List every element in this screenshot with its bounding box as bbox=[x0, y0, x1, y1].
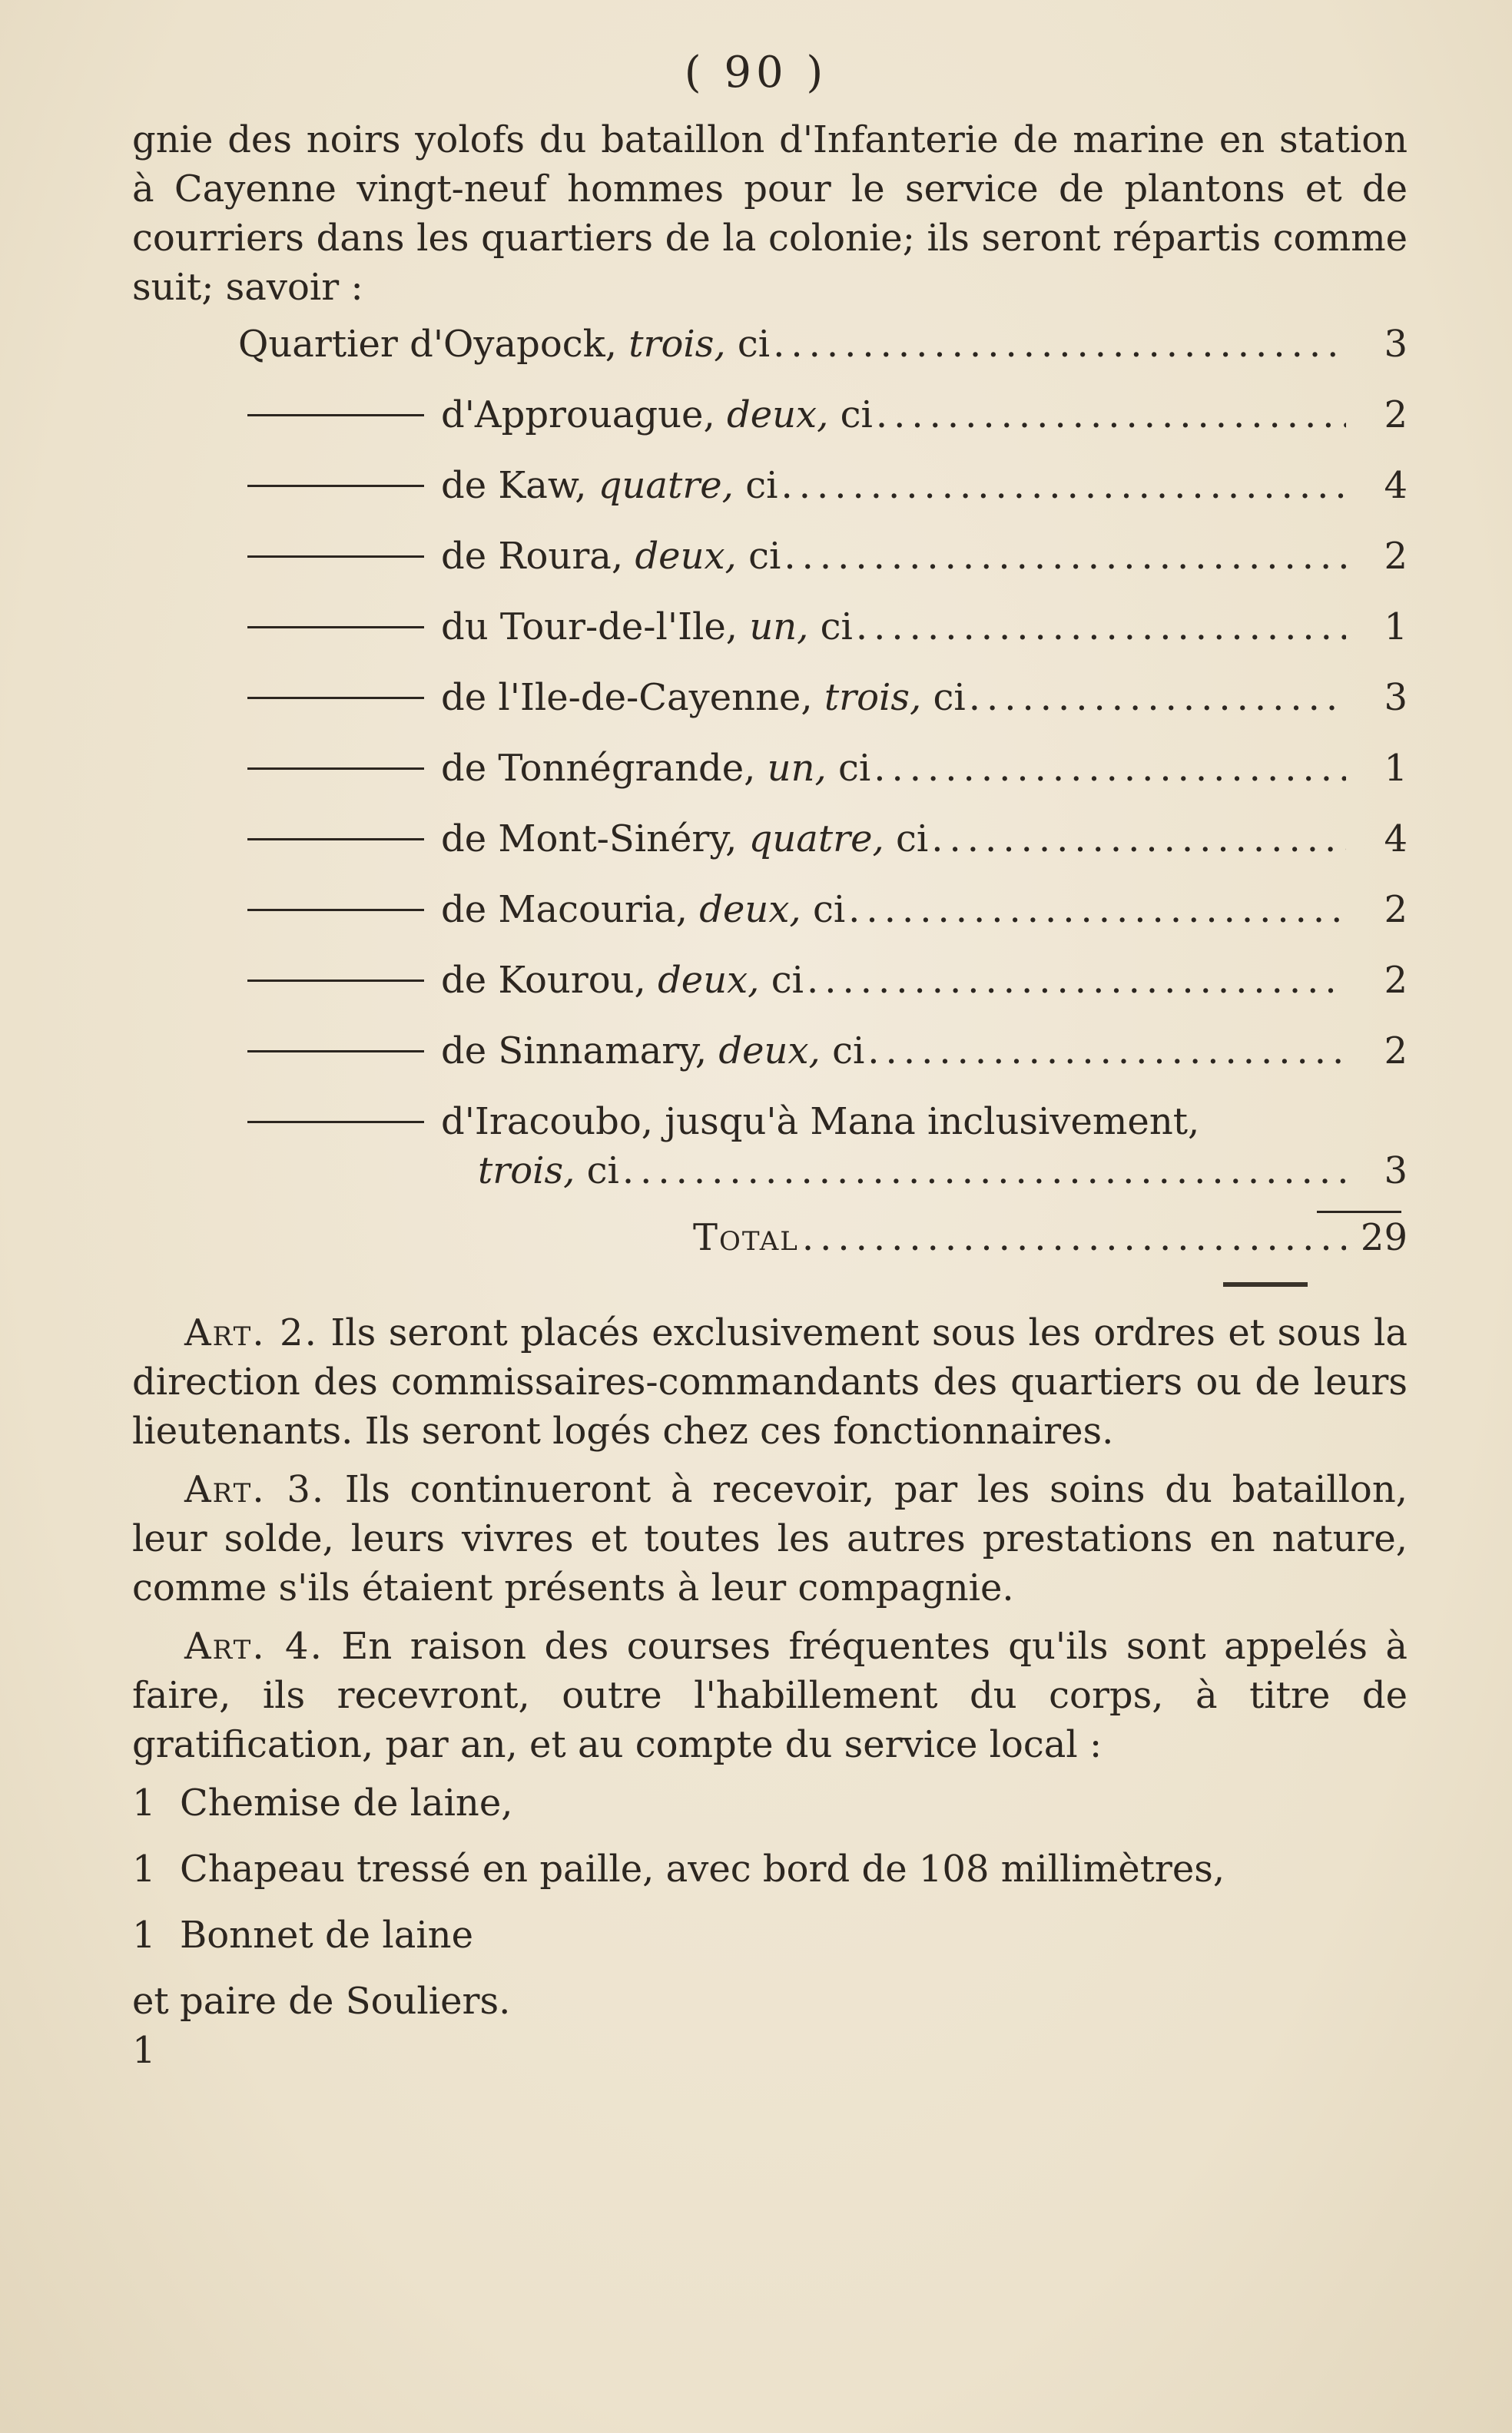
ditto-dash bbox=[247, 626, 424, 628]
item-qty: 1 bbox=[132, 1782, 156, 1825]
intro-paragraph: gnie des noirs yolofs du bataillon d'Infanterie de marine en station à Cayenne vingt-neuf hommes pour le service de plantons et de courriers dans les quartiers de la colonie; ils seront répartis comme suit; savoir : bbox=[132, 118, 1408, 309]
quarter-count: 2 bbox=[1384, 1029, 1408, 1072]
quarter-row bbox=[132, 461, 1408, 532]
quarter-count: 3 bbox=[1384, 676, 1408, 719]
quarter-count-word: quatre, bbox=[748, 817, 884, 860]
leader-dots bbox=[848, 885, 1346, 934]
ditto-dash bbox=[247, 1121, 424, 1123]
quarter-row bbox=[132, 673, 1408, 744]
article-2 bbox=[132, 1308, 1408, 1456]
quarter-row bbox=[132, 744, 1408, 814]
quarter-count-word: trois, bbox=[478, 1149, 575, 1192]
leader-dots bbox=[802, 1213, 1346, 1262]
quarter-name: du Tour-de-l'Ile, bbox=[441, 605, 738, 648]
quarter-name: de Kaw, bbox=[441, 464, 587, 507]
article-label: Art. 4. bbox=[184, 1625, 323, 1668]
leader-dots bbox=[773, 320, 1346, 369]
quarter-name: de Sinnamary, bbox=[441, 1029, 708, 1072]
quarter-row bbox=[132, 956, 1408, 1026]
quarter-ci: ci bbox=[933, 676, 966, 719]
quarter-count: 3 bbox=[1384, 1149, 1408, 1192]
article-text: Ils continueront à recevoir, par les soins du bataillon, leur solde, leurs vivres et toutes les autres prestations en nature, comme s'ils étaient présents à leur compagnie. bbox=[132, 1468, 1408, 1609]
quarter-ci: ci bbox=[771, 959, 804, 1002]
quarter-row bbox=[132, 602, 1408, 673]
quarter-row bbox=[132, 814, 1408, 885]
quarters-list bbox=[132, 320, 1408, 1287]
article-text: Ils seront placés exclusivement sous les ordres et sous la direction des commissaires-commandants des quartiers ou de leurs lieutenants. Ils seront logés chez ces fonctionnaires. bbox=[132, 1311, 1408, 1453]
leader-dots bbox=[784, 532, 1346, 581]
page-content bbox=[132, 115, 1408, 2072]
quarter-name: de Roura, bbox=[441, 535, 624, 578]
article-label: Art. 3. bbox=[184, 1468, 326, 1511]
leader-dots bbox=[867, 1026, 1346, 1076]
ditto-dash bbox=[247, 555, 424, 558]
quarter-ci: ci bbox=[812, 888, 846, 931]
quarter-count-word: trois, bbox=[628, 323, 726, 366]
list-item bbox=[132, 1911, 1408, 1977]
quarter-count-word: quatre, bbox=[598, 464, 734, 507]
quarter-count-word: trois, bbox=[824, 676, 922, 719]
quarter-count-word: deux, bbox=[699, 888, 801, 931]
quarter-ci: ci bbox=[748, 535, 781, 578]
article-4 bbox=[132, 1622, 1408, 1769]
quarter-row-last bbox=[132, 1097, 1408, 1146]
item-text: paire de Souliers. bbox=[180, 1980, 511, 2023]
item-text: Chapeau tressé en paille, avec bord de 108 millimètres, bbox=[180, 1848, 1225, 1891]
article-3 bbox=[132, 1465, 1408, 1613]
total-row bbox=[132, 1213, 1408, 1279]
article-label: Art. 2. bbox=[184, 1311, 318, 1354]
quarter-name: de Macouria, bbox=[441, 888, 688, 931]
list-item bbox=[132, 1845, 1408, 1911]
item-text: Bonnet de laine bbox=[180, 1914, 473, 1957]
quarter-count: 1 bbox=[1384, 605, 1408, 648]
item-qty: et 1 bbox=[132, 1980, 169, 2072]
quarter-ci: ci bbox=[838, 747, 871, 790]
leader-dots bbox=[931, 814, 1346, 863]
quarter-count-word: un, bbox=[767, 747, 827, 790]
quarter-row bbox=[132, 390, 1408, 461]
separator-rule bbox=[1223, 1282, 1308, 1287]
quarter-count-word: un, bbox=[749, 605, 809, 648]
leader-dots bbox=[876, 390, 1346, 439]
quarter-row bbox=[132, 885, 1408, 956]
quarter-count-word: deux, bbox=[658, 959, 760, 1002]
quarter-count: 4 bbox=[1384, 464, 1408, 507]
total-label: Total bbox=[693, 1216, 799, 1259]
leader-dots bbox=[807, 956, 1346, 1005]
quarter-name: d'Approuague, bbox=[441, 393, 715, 436]
quarter-name: de Kourou, bbox=[441, 959, 646, 1002]
quarter-name: de Tonnégrande, bbox=[441, 747, 756, 790]
leader-dots bbox=[969, 673, 1346, 722]
ditto-dash bbox=[247, 697, 424, 699]
quarter-count-word: deux, bbox=[718, 1029, 821, 1072]
ditto-dash bbox=[247, 414, 424, 416]
quarter-ci: ci bbox=[820, 605, 853, 648]
quarter-count-word: deux, bbox=[635, 535, 737, 578]
quarter-ci: ci bbox=[586, 1149, 619, 1192]
quarter-ci: ci bbox=[896, 817, 929, 860]
item-qty: 1 bbox=[132, 1914, 156, 1957]
leader-dots bbox=[856, 602, 1346, 651]
ditto-dash bbox=[247, 909, 424, 911]
quarter-count: 3 bbox=[1384, 323, 1408, 366]
total-value: 29 bbox=[1360, 1216, 1408, 1259]
quarter-ci: ci bbox=[745, 464, 778, 507]
ditto-dash bbox=[247, 767, 424, 770]
item-qty: 1 bbox=[132, 1848, 156, 1891]
leader-dots bbox=[874, 744, 1346, 793]
quarter-row bbox=[132, 320, 1408, 390]
gratification-items bbox=[132, 1778, 1408, 2072]
quarter-count: 2 bbox=[1384, 888, 1408, 931]
quarter-count-word: deux, bbox=[726, 393, 829, 436]
quarter-count: 4 bbox=[1384, 817, 1408, 860]
quarter-ci: ci bbox=[840, 393, 873, 436]
list-item bbox=[132, 1977, 1408, 2072]
quarter-count: 2 bbox=[1384, 535, 1408, 578]
list-item bbox=[132, 1778, 1408, 1845]
ditto-dash bbox=[247, 485, 424, 487]
quarter-name: de l'Ile-de-Cayenne, bbox=[441, 676, 813, 719]
quarter-row-last-continued bbox=[132, 1146, 1408, 1211]
quarter-prefix: Quartier bbox=[238, 323, 398, 366]
page-number: ( 90 ) bbox=[684, 48, 828, 98]
quarter-name: d'Oyapock, bbox=[410, 323, 617, 366]
article-text: En raison des courses fréquentes qu'ils sont appelés à faire, ils recevront, outre l'habillement du corps, à titre de gratification, par an, et au compte du service local : bbox=[132, 1625, 1408, 1766]
ditto-dash bbox=[247, 838, 424, 840]
quarter-name: de Mont-Sinéry, bbox=[441, 817, 738, 860]
item-text: Chemise de laine, bbox=[180, 1782, 513, 1825]
quarter-count: 2 bbox=[1384, 393, 1408, 436]
ditto-dash bbox=[247, 979, 424, 982]
quarter-ci: ci bbox=[832, 1029, 865, 1072]
quarter-count: 2 bbox=[1384, 959, 1408, 1002]
quarter-row bbox=[132, 532, 1408, 602]
leader-dots bbox=[781, 461, 1346, 510]
quarter-count: 1 bbox=[1384, 747, 1408, 790]
leader-dots bbox=[622, 1146, 1346, 1195]
quarter-row bbox=[132, 1026, 1408, 1097]
ditto-dash bbox=[247, 1050, 424, 1052]
quarter-ci: ci bbox=[737, 323, 771, 366]
quarter-name: d'Iracoubo, jusqu'à Mana inclusivement, bbox=[441, 1100, 1200, 1143]
